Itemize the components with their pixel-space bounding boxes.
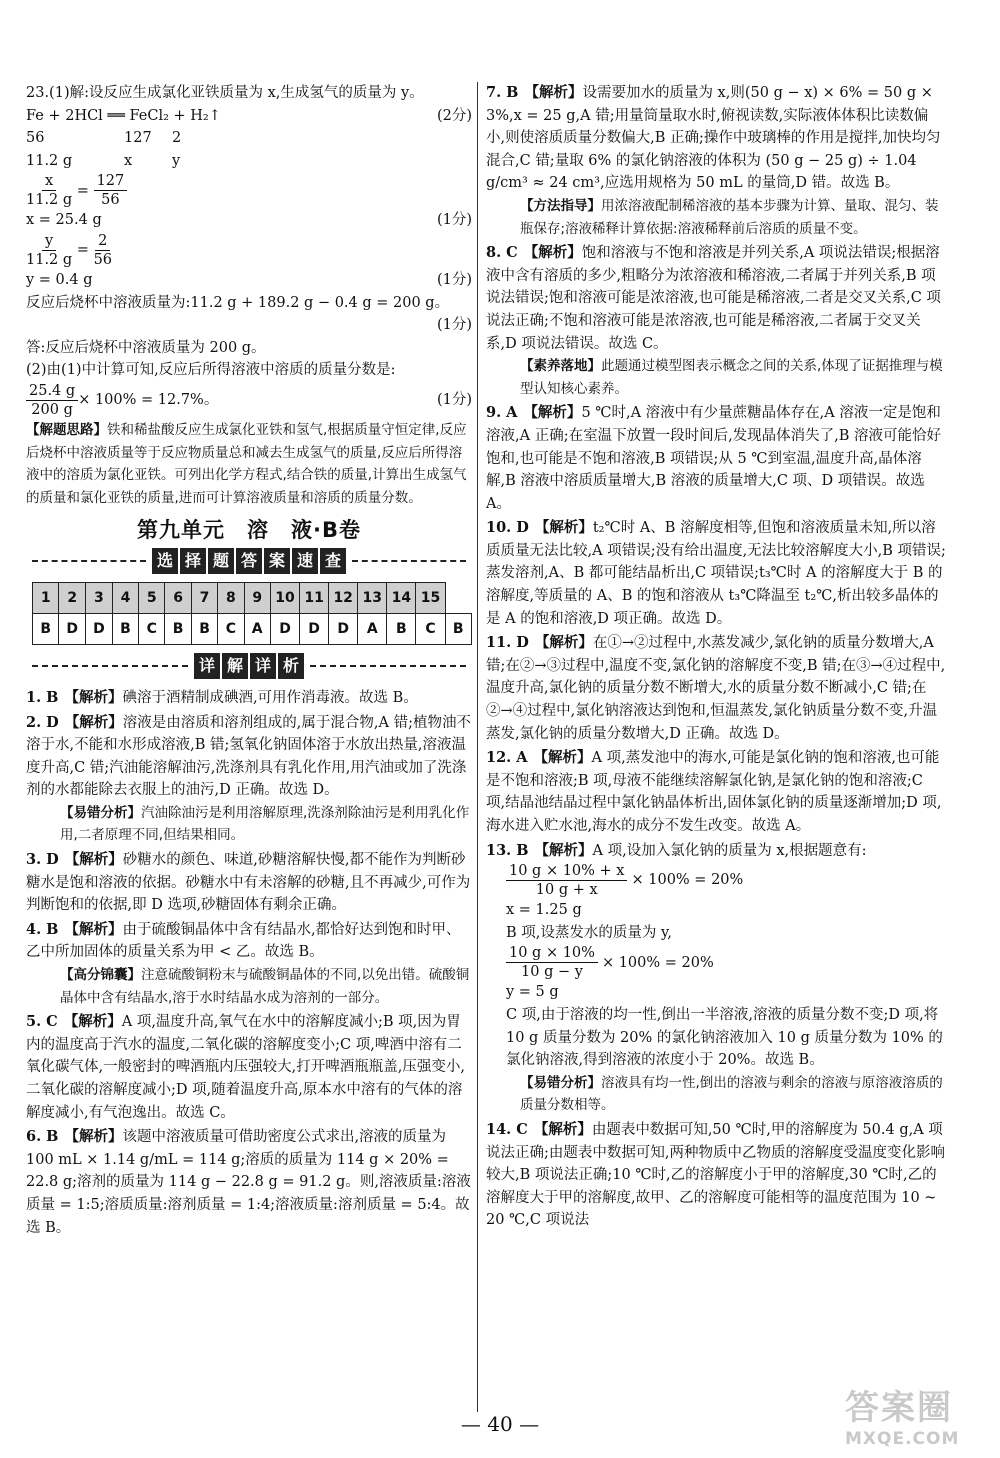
item-number: 12. A (486, 749, 528, 767)
answer-cell: D (329, 613, 358, 644)
analysis-text: 该题中溶液质量可借助密度公式求出,溶液的质量为 100 mL × 1.14 g/mL = 114 g;溶质的质量为 114 g × 20% = 22.8 g;溶剂的质量为 114 g − 22.8 g = 91.2 g。则,溶液质量:溶液质量 = 1:5;溶质质量:溶剂质量 = 1:4;溶液质量:溶剂质量 = 5:4。故选 B。 (26, 1129, 471, 1236)
item-number: 6. B (26, 1128, 59, 1146)
question-number-cell: 15 (416, 582, 445, 613)
watermark-text: 答案圈 (845, 1388, 953, 1428)
analysis-tag: 【解析】 (533, 1121, 592, 1138)
q23-part2-calc (26, 382, 472, 419)
text-line: B 项,设蒸发水的质量为 y, (506, 924, 672, 941)
answer-cell: A (244, 613, 270, 644)
analysis-text: 溶液是由溶质和溶剂组成的,属于混合物,A 错;植物油不溶于水,不能和水形成溶液,B 错;氢氧化钠固体溶于水放出热量,溶液温度升高,C 错;汽油能溶解油污,洗涤剂具有乳化作用,用汽油或加了洗涤剂的水都能除去衣服上的油污,D 正确。故选 D。 (26, 714, 471, 799)
answer-cell: B (191, 613, 217, 644)
numerator: x (42, 172, 56, 191)
explanation-item (26, 1126, 472, 1239)
analysis-tag: 【解析】 (64, 852, 123, 869)
answer-cell: D (86, 613, 113, 644)
analysis-text: 由于硫酸铜晶体中含有结晶水,都恰好达到饱和时甲、乙中所加固体的质量关系为甲 < 乙。故选 B。 (26, 921, 461, 961)
item-number: 8. C (486, 244, 518, 262)
q23-proportion-2: $\frac{y}{11.2 g}$ = $\frac{2}{56}$ (26, 232, 113, 268)
answer-key-banner-text (152, 548, 346, 574)
unit-title: 第九单元 溶 液·B卷 (137, 518, 361, 543)
analysis-tag: 【解析】 (534, 520, 593, 537)
q23-x-score: (1分) (436, 212, 472, 229)
q23-mass-y: y (172, 152, 181, 169)
note (26, 802, 472, 847)
explanation-text (486, 632, 946, 745)
left-column (26, 82, 472, 1241)
explanation-text (26, 849, 472, 917)
answer-table (32, 582, 472, 645)
item-number: 13. B (486, 841, 529, 859)
explanation-item (486, 242, 946, 400)
explanation-item (486, 747, 946, 837)
text-line: C 项,由于溶液的均一性,倒出一半溶液,溶液的质量分数不变;D 项,将 10 g 质量分数为 20% 的氯化钠溶液加入 10 g 质量分数为 10% 的氯化钠溶液,得到溶液的浓度小于 20%。故选 B。 (506, 1006, 943, 1069)
equation-rest: × 100% = 20% (601, 954, 714, 971)
question-number-cell: 7 (191, 582, 217, 613)
detail-banner (26, 653, 472, 679)
banner-char: 案 (264, 548, 290, 574)
banner-char: 选 (152, 548, 178, 574)
fraction (26, 172, 72, 209)
analysis-text: A 项,蒸发池中的海水,可能是氯化钠的饱和溶液,也可能是不饱和溶液;B 项,母液不能继续溶解氯化钠,是氯化钠的饱和溶液;C 项,结晶池结晶过程中氯化钠晶体析出,固体氯化钠的质量逐渐增加;D 项,海水进入贮水池,海水的成分不发生改变。故选 A。 (486, 750, 942, 834)
analysis-tag: 【解析】 (533, 750, 592, 767)
analysis-tag: 【解析】 (523, 245, 582, 262)
denominator: 11.2 g (26, 251, 73, 268)
q23-x-result-row (26, 209, 472, 232)
q23-mass-score: (1分) (436, 317, 472, 334)
item-number: 7. B (486, 84, 519, 101)
column-divider (477, 82, 478, 1412)
q23-equation: Fe + 2HCl ══ FeCl₂ + H₂↑ (26, 107, 221, 124)
banner-char: 解 (222, 653, 248, 679)
numerator: 10 g × 10% (506, 944, 598, 963)
analysis-tag: 【解析】 (63, 1014, 122, 1031)
q23-molar-row (26, 127, 472, 150)
explanation-item (26, 919, 472, 1009)
analysis-text: 碘溶于酒精制成碘酒,可用作消毒液。故选 B。 (122, 689, 418, 706)
item-number: 1. B (26, 688, 59, 706)
q23-mass-fe: 11.2 g (26, 152, 73, 169)
item-number: 2. D (26, 713, 59, 731)
explanation-text (486, 242, 946, 355)
question-number-cell: 3 (86, 582, 113, 613)
answer-cell: C (139, 613, 165, 644)
answer-cell: B (387, 613, 416, 644)
explanation-item (26, 712, 472, 848)
q23-molar-fe: 56 (26, 130, 45, 147)
explanation-item (486, 632, 946, 745)
question-number-cell: 12 (329, 582, 358, 613)
fraction (26, 382, 78, 419)
note-tag: 【高分锦囊】 (60, 967, 141, 984)
analysis-tag: 【解析】 (534, 635, 593, 652)
answer-cell: D (270, 613, 299, 644)
denominator: 11.2 g (26, 192, 73, 209)
analysis-text: 在①→②过程中,水蒸发减少,氯化钠的质量分数增大,A 错;在②→③过程中,温度不变,氯化钠的溶解度不变,B 错;在③→④过程中,温度升高,氯化钠的质量分数不断增大,水的质量分数不断减小,C 错;在②→④过程中,氯化钠溶液达到饱和,恒温蒸发,氯化钠质量分数不变,升温蒸发,氯化钠的质量分数增大,D 正确。故选 D。 (486, 635, 946, 742)
q23-y-result-row (26, 269, 472, 292)
result-line: x = 1.25 g (506, 902, 582, 919)
analysis-tag: 【解析】 (523, 405, 582, 422)
explanation-text (26, 1011, 472, 1124)
result-line: y = 5 g (506, 984, 559, 1001)
analysis-text: A 项,设加入氯化钠的质量为 x,根据题意有: (592, 842, 867, 859)
q23-equation-score: (2分) (436, 107, 472, 124)
banner-char: 详 (250, 653, 276, 679)
fraction (506, 862, 627, 899)
question-number-cell: 6 (165, 582, 191, 613)
explanation-text (486, 747, 946, 837)
note-text: 溶液具有均一性,倒出的溶液与剩余的溶液与原溶液溶质的质量分数相等。 (520, 1074, 943, 1114)
item-number: 9. A (486, 404, 518, 422)
explanation-item (486, 1119, 946, 1232)
denominator: 200 g (31, 401, 73, 418)
banner-char: 查 (320, 548, 346, 574)
analysis-text: A 项,温度升高,氧气在水中的溶解度减小;B 项,因为胃内的温度高于汽水的温度,二氧化碳的溶解度变小;C 项,啤酒中溶有二氧化碳气体,一般密封的啤酒瓶内压强较大,打开啤酒瓶瓶盖,压强变小,二氧化碳的溶解度减小;D 项,随着温度升高,原本水中溶有的气体的溶解度减小,有气泡逸出。故选 C。 (26, 1014, 465, 1121)
denominator: 56 (101, 192, 120, 209)
q23-y-result: y = 0.4 g (26, 271, 93, 288)
note (486, 355, 946, 400)
explanation-item (486, 517, 946, 630)
numerator: 25.4 g (26, 382, 78, 401)
analysis-tag: 【解析】 (534, 842, 593, 859)
watermark-logo (845, 1380, 995, 1455)
answer-cell: A (358, 613, 387, 644)
answer-cell: D (300, 613, 329, 644)
q23-molar-fecl2: 127 (124, 130, 152, 147)
note-tag: 【方法指导】 (520, 197, 601, 214)
fraction-equation (486, 862, 946, 899)
question-number-cell: 14 (387, 582, 416, 613)
tip-text: 铁和稀盐酸反应生成氯化亚铁和氢气,根据质量守恒定律,反应后烧杯中溶液质量等于反应物质量总和减去生成氢气的质量,反应后所得溶液中的溶质为氯化亚铁。可列出化学方程式,结合铁的质量,计算出生成氢气的质量和氯化亚铁的质量,进而可计算溶液质量和溶质的质量分数。 (26, 421, 467, 506)
note (26, 964, 472, 1009)
item-number: 3. D (26, 851, 59, 869)
analysis-tag: 【解析】 (64, 714, 123, 731)
question-number-cell: 10 (270, 582, 299, 613)
answer-cell: D (59, 613, 86, 644)
banner-char: 速 (292, 548, 318, 574)
numerator: 2 (95, 232, 110, 251)
tip-tag: 【解题思路】 (26, 421, 107, 438)
q23-x-result: x = 25.4 g (26, 212, 102, 229)
item-number: 14. C (486, 1120, 528, 1138)
analysis-text: 设需要加水的质量为 x,则(50 g − x) × 6% = 50 g × 3%,x = 25 g,A 错;用量筒量取水时,俯视读数,实际液体体积比读数偏小,则使溶质质量分数偏大,B 正确;操作中玻璃棒的作用是搅拌,加快均匀混合,C 错;量取 6% 的氯化钠溶液的体积为 (50 g − 25 g) ÷ 1.04 g/cm³ ≈ 24 cm³,应选用规格为 50 mL 的量筒,D 错。故选 B。 (486, 85, 941, 192)
denominator: 56 (93, 251, 113, 268)
fraction (26, 232, 72, 269)
numerator: y (42, 232, 56, 251)
page-number: — 40 — (460, 1412, 540, 1436)
question-number-cell: 9 (244, 582, 270, 613)
explanation-item (26, 687, 472, 710)
banner-char: 择 (180, 548, 206, 574)
note-text: 汽油除油污是利用溶解原理,洗涤剂除油污是利用乳化作用,二者原理不同,但结果相同。 (60, 804, 470, 844)
analysis-text: 5 ℃时,A 溶液中有少量蔗糖晶体存在,A 溶液一定是饱和溶液,A 正确;在室温下放置一段时间后,发现晶体消失了,B 溶液可能恰好饱和,也可能是不饱和溶液,B 项错误;从 5 ℃到室温,温度升高,晶体溶解,B 溶液中溶质质量增大,B 溶液的质量增大,C 项、D 项错误。故选 A。 (486, 405, 942, 512)
fraction-equation (486, 944, 946, 981)
analysis-tag: 【解析】 (524, 85, 583, 101)
question-number-cell: 1 (33, 582, 59, 613)
explanation-item (486, 402, 946, 515)
detail-banner-text (194, 653, 304, 679)
answer-cell: B (165, 613, 191, 644)
explanation-item (26, 849, 472, 917)
q23-part2: (2)由(1)中计算可知,反应后所得溶液中溶质的质量分数是: (26, 362, 396, 379)
item-number: 10. D (486, 519, 529, 537)
analysis-text: 饱和溶液与不饱和溶液是并列关系,A 项说法错误;根据溶液中含有溶质的多少,粗略分为浓溶液和稀溶液,二者属于并列关系,B 项说法错误;饱和溶液可能是浓溶液,也可能是稀溶液,二者是交叉关系,C 项说法正确;不饱和溶液可能是浓溶液,也可能是稀溶液,二者属于交叉关系,D 项说法错误。故选 C。 (486, 245, 941, 352)
question-number-cell: 8 (218, 582, 244, 613)
banner-char: 答 (236, 548, 262, 574)
answer-cell: B (33, 613, 59, 644)
q23-intro: 23.(1)解:设反应生成氯化亚铁质量为 x,生成氢气的质量为 y。 (26, 85, 424, 101)
q23-equation-row (26, 105, 472, 128)
fraction (94, 232, 112, 269)
note (486, 195, 946, 240)
q23-mass-x: x (124, 152, 133, 169)
item-number: 5. C (26, 1013, 58, 1031)
item-number: 4. B (26, 920, 59, 938)
note-tag: 【易错分析】 (520, 1074, 601, 1091)
answer-key-banner (26, 548, 472, 574)
explanation-text (26, 1126, 472, 1239)
denominator: 10 g + x (535, 882, 598, 899)
explanation-text (486, 82, 946, 195)
item-number: 11. D (486, 634, 529, 652)
explanation-text (26, 919, 472, 964)
explanation-text (26, 687, 472, 710)
analysis-tag: 【解析】 (64, 921, 123, 938)
fraction (506, 944, 598, 981)
denominator: 10 g − y (521, 964, 583, 981)
q23-molar-h2: 2 (172, 130, 182, 147)
explanation-text (486, 840, 946, 863)
explanation-text (486, 517, 946, 630)
fraction (94, 172, 128, 209)
note-text: 用浓溶液配制稀溶液的基本步骤为计算、量取、混匀、装瓶保存;溶液稀释计算依据:溶液稀释前后溶质的质量不变。 (520, 197, 939, 237)
question-number-cell: 2 (59, 582, 86, 613)
analysis-text: 由题表中数据可知,50 ℃时,甲的溶解度为 50.4 g,A 项说法正确;由题表中数据可知,两种物质中乙物质的溶解度受温度变化影响较大,B 项说法正确;10 ℃时,乙的溶解度小于甲的溶解度,30 ℃时,乙的溶解度大于甲的溶解度,故甲、乙的溶解度可能相等的温度范围为 10 ~ 20 ℃,C 项说法 (486, 1121, 945, 1229)
question-number-cell: 5 (139, 582, 165, 613)
equation-rest: × 100% = 20% (631, 872, 744, 889)
note-text: 注意硫酸铜粉末与硫酸铜晶体的不同,以免出错。硫酸铜晶体中含有结晶水,溶于水时结晶水成为溶剂的一部分。 (60, 967, 470, 1006)
question-number-cell: 11 (300, 582, 329, 613)
question-number-cell: 13 (358, 582, 387, 613)
q23-part2-score: (1分) (436, 392, 472, 409)
explanation-text (26, 712, 472, 802)
banner-char: 详 (194, 653, 220, 679)
answer-table-answers (33, 613, 472, 644)
answer-table-numbers (33, 582, 472, 613)
q23-y-score: (1分) (436, 271, 472, 288)
explanation-item (486, 82, 946, 240)
analysis-text: 砂糖水的颜色、味道,砂糖溶解快慢,都不能作为判断砂糖水是饱和溶液的依据。砂糖水中有未溶解的砂糖,且不再减少,可作为判断饱和的依据,即 D 选项,砂糖固体有剩余正确。 (26, 852, 471, 914)
numerator: 127 (94, 172, 128, 191)
answer-cell: B (445, 613, 471, 644)
explanation-item (26, 1011, 472, 1124)
answer-cell: C (416, 613, 445, 644)
note-text: 此题通过模型图表示概念之间的关系,体现了证据推理与模型认知核心素养。 (520, 358, 943, 397)
analysis-text: t₂℃时 A、B 溶解度相等,但饱和溶液质量未知,所以溶质质量无法比较,A 项错误;没有给出温度,无法比较溶解度大小,B 项错误;蒸发溶剂,A、B 都可能结晶析出,C 项错误;t₃℃时 A 的溶解度大于 B 的溶解度,等质量的 A、B 的饱和溶液从 t₃℃降温至 t₂℃,析出较多晶体的是 A 的饱和溶液,D 项正确。故选 D。 (486, 520, 946, 627)
explanation-text (486, 1119, 946, 1232)
analysis-tag: 【解析】 (64, 689, 123, 706)
answer-cell: C (218, 613, 244, 644)
banner-char: 题 (208, 548, 234, 574)
q23-mass-line: 反应后烧杯中溶液质量为:11.2 g + 189.2 g − 0.4 g = 200 g。 (26, 294, 450, 311)
right-column (486, 82, 946, 1234)
question-number-cell: 4 (112, 582, 138, 613)
note-tag: 【素养落地】 (520, 358, 601, 375)
answer-cell: B (112, 613, 138, 644)
q23-mass-row (26, 150, 472, 173)
note (486, 1072, 946, 1117)
banner-char: 析 (278, 653, 304, 679)
q23-answer: 答:反应后烧杯中溶液质量为 200 g。 (26, 339, 266, 356)
note-tag: 【易错分析】 (60, 804, 141, 821)
q23-proportion-1: $\frac{x}{11.2 g}$ = $\frac{127}{56}$ (26, 172, 472, 209)
numerator: 10 g × 10% + x (506, 862, 627, 881)
q23-tip (26, 419, 472, 509)
q23-part2-rest: × 100% = 12.7%。 (78, 392, 219, 409)
explanation-text (486, 402, 946, 515)
analysis-tag: 【解析】 (64, 1129, 123, 1146)
watermark-url: MXQE.COM (845, 1429, 960, 1449)
explanation-item (486, 840, 946, 1117)
left-explanations (26, 687, 472, 1239)
